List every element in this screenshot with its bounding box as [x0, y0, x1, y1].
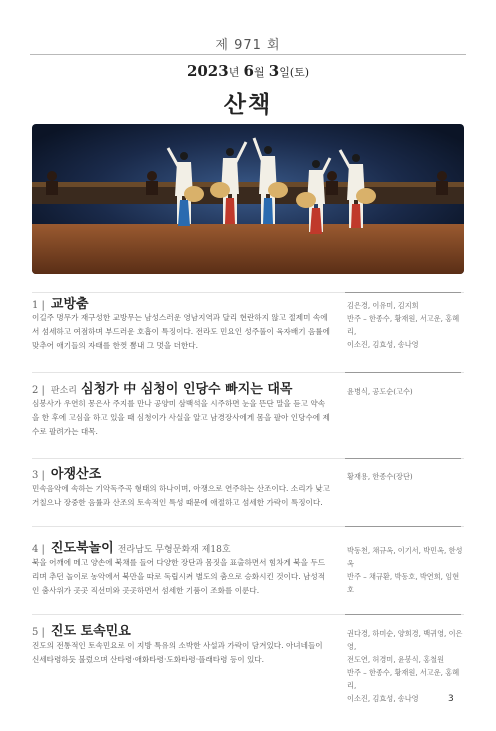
section-4-number: 4 | — [32, 544, 45, 555]
section-4-heading — [32, 537, 231, 556]
performers-divider — [345, 614, 461, 615]
section-3-number: 3 | — [32, 470, 45, 481]
performance-photo — [32, 124, 464, 274]
section-4-description: 북을 어깨에 메고 양손에 북채를 들어 다양한 장단과 몸짓을 표출하면서 힘차게 북을 두드리며 추던 놀이로 농악에서 북만을 따로 독립시켜 별도의 춤으로 승화시킨 것이다. 남성적인 춤사위가 곳곳 직선미와 곳곳하면서 섬세한 기품이 조화를 이룬다. — [32, 558, 326, 595]
stage-image — [32, 124, 464, 274]
section-4-subtitle: 전라남도 무형문화재 제18호 — [117, 545, 231, 555]
performers-divider — [345, 458, 461, 459]
section-3-performers: 황재용, 한종수(장단) — [347, 472, 413, 481]
performers-divider — [345, 372, 461, 373]
performers-divider — [345, 292, 461, 293]
performance-date — [0, 62, 496, 80]
page-number: 3 — [448, 694, 454, 704]
section-1-title: 교방춤 — [50, 297, 89, 312]
section-3-heading — [32, 463, 101, 482]
date-month: 6 — [243, 62, 254, 80]
section-2-title: 심청가 中 심청이 인당수 빠지는 대목 — [81, 382, 293, 397]
section-1-description: 이길주 명무가 재구성한 교방무는 남성스러운 영남지역과 달리 현란하지 않고 절제미 속에서 섬세하고 여점하며 부드러운 호흡이 특징이다. 전라도 민요인 성주풀이 육자배기 음률에 맞추어 애기들의 자태를 한껏 뽐내 그 멋을 더한다. — [32, 313, 330, 350]
section-2-number: 2 | — [32, 385, 45, 396]
section-1-heading — [32, 293, 89, 312]
section-4-performers: 박동천, 채규옥, 이기서, 박민옥, 한성옥 반주 – 채규환, 박동호, 박연희, 임현호 — [347, 546, 463, 594]
section-5-title: 진도 토속민요 — [50, 624, 131, 639]
section-5-performers: 권다경, 하미순, 양희경, 백귀영, 이은영, 전도연, 허경미, 윤봉식, 홍철원 반주 – 한종수, 황재원, 서고운, 홍혜리, 이소진, 김효성, 송나영 — [347, 629, 463, 703]
section-4-title: 진도북놀이 — [50, 541, 114, 556]
section-1-performers: 김은경, 이유미, 김지희 반주 – 한종수, 황재원, 서고운, 홍혜리, 이소진, 김효성, 송나영 — [347, 301, 460, 349]
date-day-unit: 일(토) — [279, 66, 310, 79]
header-divider — [30, 54, 466, 55]
date-year-unit: 년 — [228, 66, 240, 79]
performers-divider — [345, 526, 461, 527]
date-day: 3 — [268, 62, 280, 80]
section-3-description: 민속음악에 속하는 기악독주곡 형태의 하나이며, 아쟁으로 연주하는 산조이다. 소리가 낮고 거칠으나 장중한 음률과 산조의 토속적인 특성 때문에 애절하고 섬세한 가락이 특징이다. — [32, 484, 330, 507]
section-2-heading — [32, 378, 292, 397]
issue-number: 제 971 회 — [215, 38, 281, 53]
section-2-performers: 윤병식, 공도순(고수) — [347, 387, 413, 396]
section-2-description: 심봉사가 우연히 몽은사 주지를 만나 공양미 삼백석을 시주하면 눈을 뜬단 말을 듣고 약속을 한 후에 고심을 하고 있을 때 심청이가 사실을 알고 남경장사에게 몸을 팔아 인당수에 제수로 팔려가는 대목. — [32, 399, 330, 436]
date-month-unit: 월 — [253, 66, 265, 79]
section-5-heading — [32, 620, 131, 639]
section-1-number: 1 | — [32, 300, 45, 311]
section-5-description: 진도의 전통적인 토속민요로 이 지방 특유의 소박한 사설과 가락이 담겨있다. 아녀네들이 신세타령하듯 불렀으며 산타령·애화타령·도화타령·플래타령 등이 있다. — [32, 641, 323, 664]
section-2-prefix: 판소리 — [50, 386, 78, 396]
section-3-title: 아쟁산조 — [50, 467, 102, 482]
program-title: 산책 — [223, 91, 273, 118]
date-year: 2023 — [186, 62, 229, 80]
section-5-number: 5 | — [32, 627, 45, 638]
